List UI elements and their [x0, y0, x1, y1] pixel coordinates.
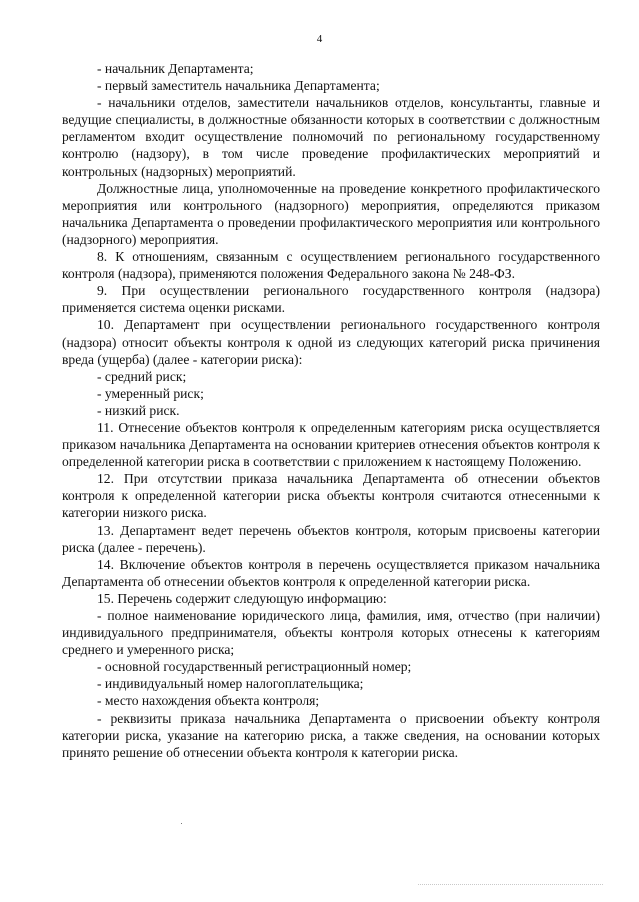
list-item-moderate-risk: - умеренный риск; [97, 385, 204, 401]
paragraph-clause-12: 12. При отсутствии приказа начальника Департамента об отнесении объектов контроля к определенной категории риска объекты контроля считаются отнесенными к категории низкого риска. [62, 471, 600, 521]
list-item-head-of-department: - начальник Департамента; [97, 61, 254, 76]
paragraph-clause-14: 14. Включение объектов контроля в перечень осуществляется приказом начальника Департамента об отнесении объектов контроля к определенной категории риска. [62, 556, 600, 589]
list-item-order-details: - реквизиты приказа начальника Департамента о присвоении объекту контроля категории риска, указание на категорию риска, а также сведения, на основании которых принято решение об отнесении объекта контроля к категории риска. [62, 710, 600, 760]
paragraph-clause-8: 8. К отношениям, связанным с осуществлением регионального государственного контроля (надзора), применяются положения Федерального закона № 248-ФЗ. [62, 249, 600, 282]
page-number: 4 [316, 33, 323, 45]
list-item-full-name: - полное наименование юридического лица, фамилия, имя, отчество (при наличии) индивидуального предпринимателя, объекты контроля которых отнесены к категориям среднего и умеренного риска; [62, 608, 600, 658]
scan-artifact-line [418, 884, 603, 885]
list-item-inn: - индивидуальный номер налогоплательщика; [97, 676, 364, 692]
list-item-department-staff: - начальники отделов, заместители начальников отделов, консультанты, главные и ведущие специалисты, в должностные обязанности которых в соответствии с должностным регламентом входит осуществление полномочий по региональному государственному контролю (надзору), в том числе проведение профилактических мероприятий и контрольных (надзорных) мероприятий. [62, 95, 600, 179]
list-item-low-risk: - низкий риск. [97, 402, 180, 418]
document-body [62, 60, 600, 761]
list-item-location: - место нахождения объекта контроля; [97, 693, 320, 709]
scan-artifact-dot [181, 823, 182, 824]
paragraph-clause-15: 15. Перечень содержит следующую информацию: [97, 590, 387, 606]
list-item-first-deputy: - первый заместитель начальника Департамента; [97, 78, 380, 94]
paragraph-authorized-officials: Должностные лица, уполномоченные на проведение конкретного профилактического мероприятия или контрольного (надзорного) мероприятия, определяются приказом начальника Департамента о проведении профилактического мероприятия или контрольного (надзорного) мероприятия. [62, 180, 600, 247]
paragraph-clause-11: 11. Отнесение объектов контроля к определенным категориям риска осуществляется приказом начальника Департамента на основании критериев отнесения объектов контроля к определенной категории риска в соответствии с приложением к настоящему Положению. [62, 419, 600, 470]
paragraph-clause-13: 13. Департамент ведет перечень объектов контроля, которым присвоены категории риска (далее - перечень). [62, 522, 600, 555]
list-item-medium-risk: - средний риск; [97, 368, 187, 384]
paragraph-clause-9: 9. При осуществлении регионального государственного контроля (надзора) применяется система оценки рисками. [62, 283, 600, 316]
list-item-ogrn: - основной государственный регистрационный номер; [97, 659, 412, 675]
paragraph-clause-10: 10. Департамент при осуществлении регионального государственного контроля (надзора) относит объекты контроля к одной из следующих категорий риска причинения вреда (ущерба) (далее - категории риска): [62, 317, 600, 367]
